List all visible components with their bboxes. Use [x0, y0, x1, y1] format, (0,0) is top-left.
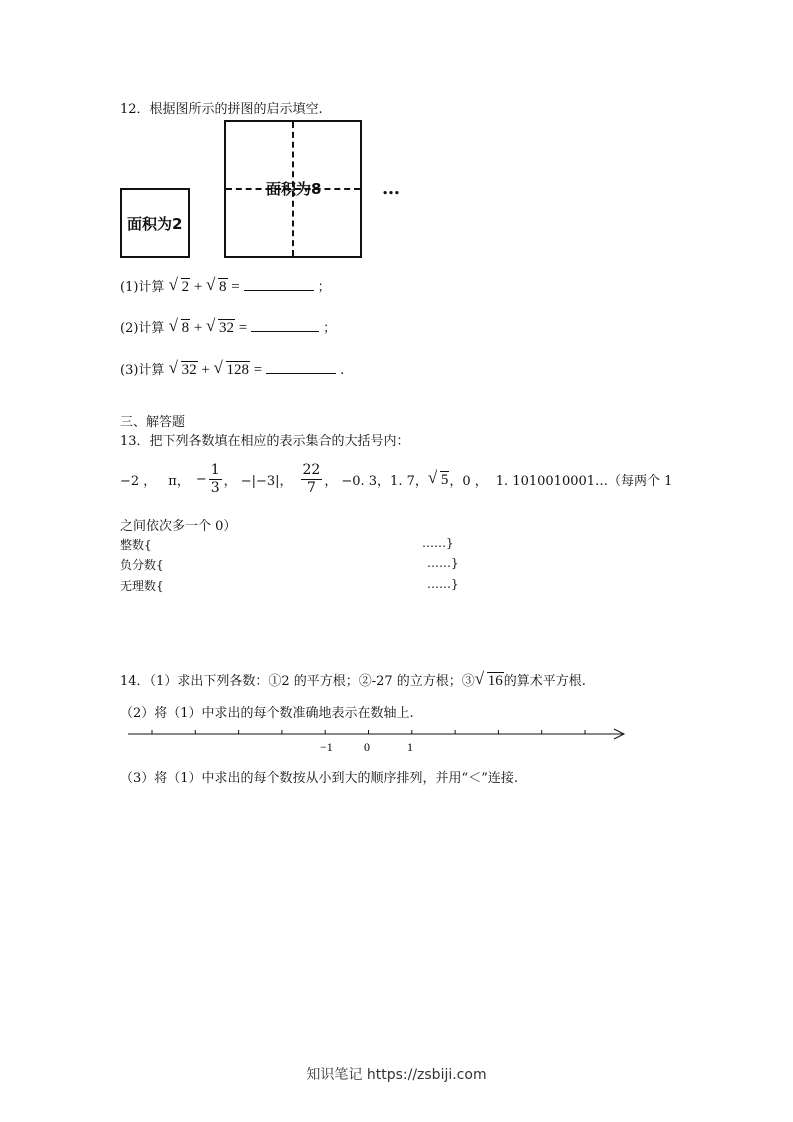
section-title: 三、解答题	[120, 415, 186, 430]
set-integers: 整数{	[120, 538, 152, 552]
answer-blank-3[interactable]	[266, 361, 336, 374]
set-integers-end: ……}	[422, 536, 454, 550]
set-irrationals: 无理数{	[120, 579, 164, 593]
q14-line1: 14．（1）求出下列各数：①2 的平方根；②-27 的立方根；③√ 16的算术平方根.	[120, 670, 586, 690]
number-line	[124, 722, 630, 758]
axis-label-1: 1	[407, 740, 413, 754]
big-square-label: 面积为8	[266, 180, 322, 198]
q14-line3: （3）将（1）中求出的每个数按从小到大的顺序排列，并用“＜”连接.	[120, 771, 518, 786]
answer-blank-1[interactable]	[244, 278, 314, 291]
axis-ticks	[152, 730, 585, 734]
q13-title: 13．把下列各数填在相应的表示集合的大括号内：	[120, 434, 410, 449]
q12-part2: (2)计算 √ 8 + √ 32 = ；	[120, 317, 336, 337]
axis-label-0: 0	[364, 740, 370, 754]
small-square-label: 面积为2	[127, 215, 183, 233]
q13-numbers: −2 ， π， − $\frac{1}{3}$ ， −|−3|， $\frac{22}{7}$ ， −0. 3，1. 7， √ 5 ，0 ， 1. 1010010001…（每两个 1	[120, 462, 672, 497]
set-negative-fractions-end: ……}	[427, 556, 459, 570]
big-square	[224, 120, 362, 258]
ellipsis: …	[382, 178, 400, 199]
set-irrationals-end: ……}	[427, 577, 459, 591]
answer-blank-2[interactable]	[251, 319, 319, 332]
footer-watermark: 知识笔记 https://zsbiji.com	[306, 1067, 487, 1083]
q12-title: 12．根据图所示的拼图的启示填空.	[120, 102, 323, 117]
small-square	[120, 188, 190, 258]
q12-part1: (1)计算 √ 2 + √ 8 = ；	[120, 276, 331, 296]
q13-tail: 之间依次多一个 0）	[120, 519, 237, 534]
q14-line2: （2）将（1）中求出的每个数准确地表示在数轴上.	[120, 706, 414, 721]
set-negative-fractions: 负分数{	[120, 558, 164, 572]
q12-part3: (3)计算 √ 32 + √ 128 = .	[120, 359, 344, 379]
axis-label-neg1: −1	[320, 740, 333, 754]
